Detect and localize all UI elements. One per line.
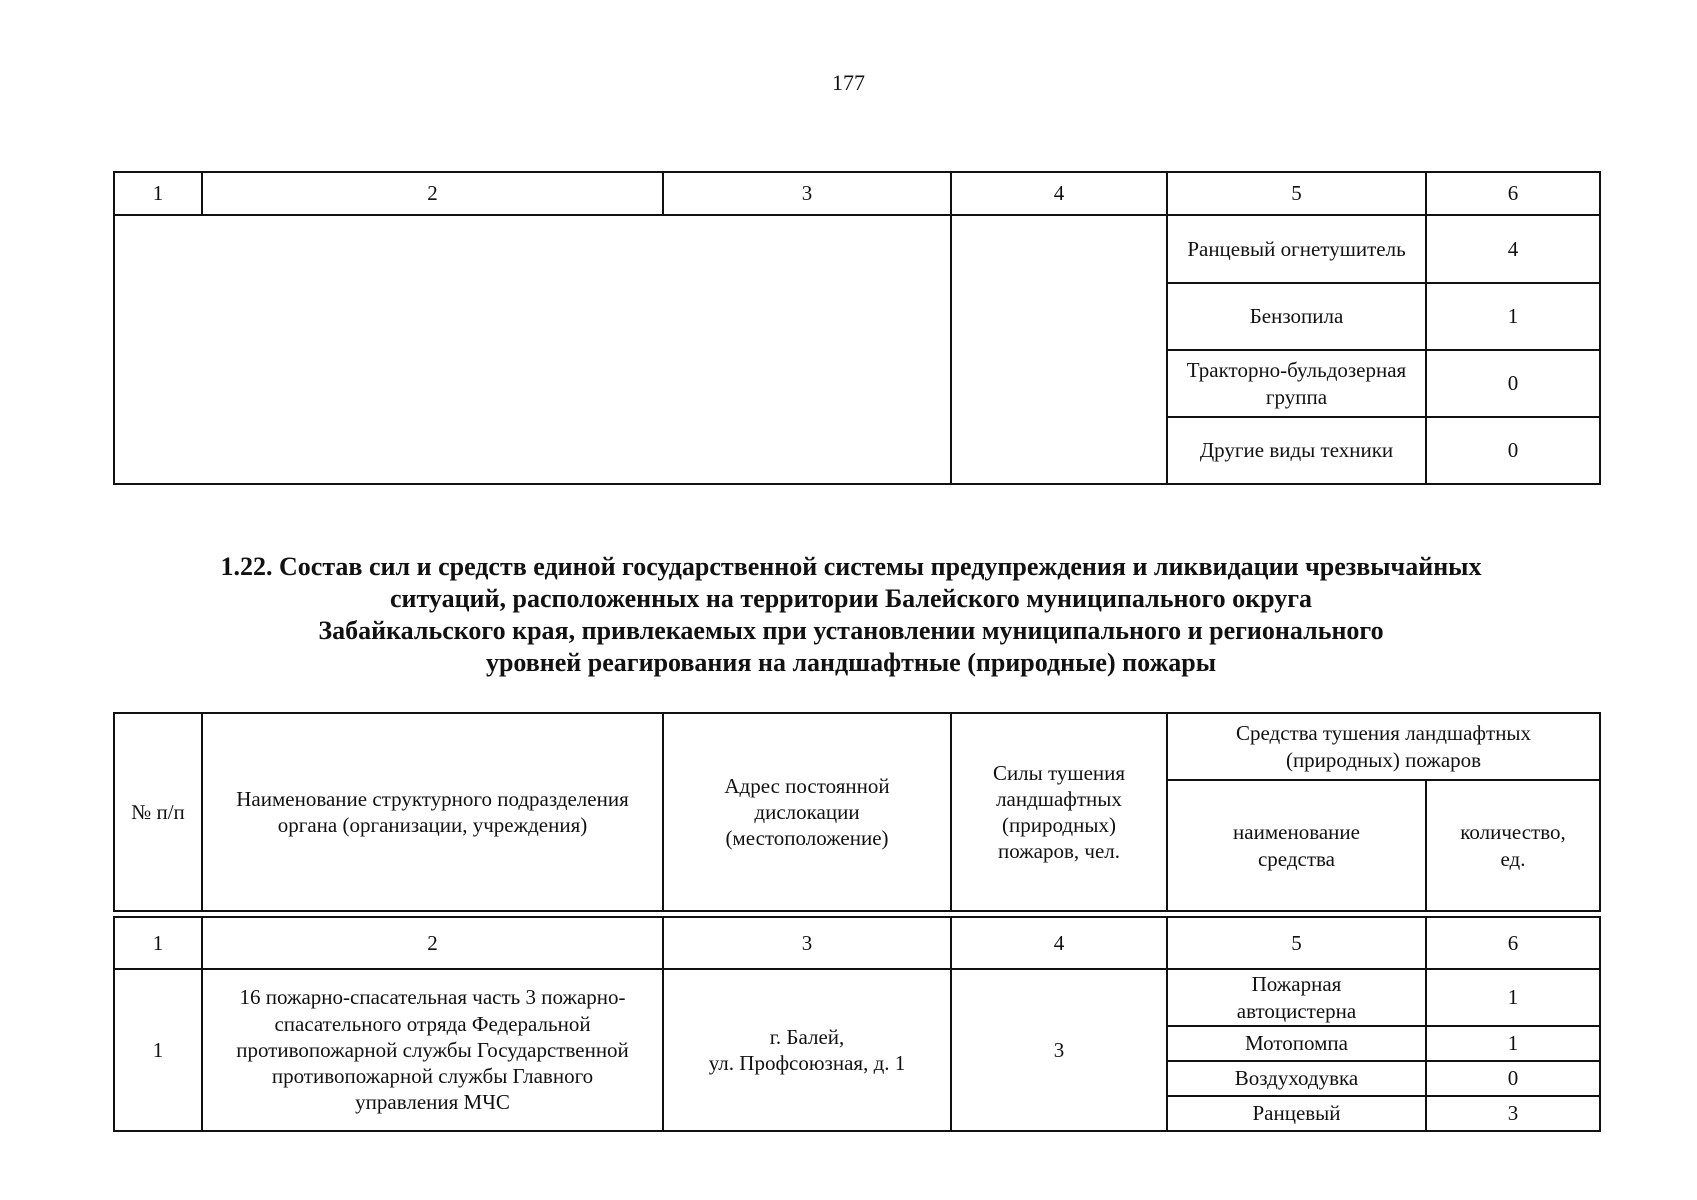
entry-forces: 3: [951, 969, 1167, 1131]
column-number: 6: [1426, 917, 1600, 969]
header-address: Адрес постоянной дислокации (местоположение): [663, 713, 951, 911]
means-quantity-cell: 0: [1426, 417, 1600, 484]
column-number: 3: [663, 917, 951, 969]
means-name-cell: Тракторно-бульдозерная группа: [1167, 350, 1426, 417]
section-title-line: 1.22. Состав сил и средств единой государственной системы предупреждения и ликвидации чрезвычайных: [220, 552, 1482, 581]
column-number-row: [114, 172, 1600, 215]
means-name-cell: Воздуходувка: [1167, 1061, 1426, 1096]
header-means-quantity: количество, ед.: [1426, 780, 1600, 911]
table-row: [114, 969, 1600, 1026]
column-number: 1: [114, 917, 202, 969]
means-quantity-cell: 1: [1426, 969, 1600, 1026]
column-number: 6: [1426, 172, 1600, 215]
section-title-line: ситуаций, расположенных на территории Балейского муниципального округа: [389, 584, 1313, 613]
means-name-cell: Ранцевый огнетушитель: [1167, 215, 1426, 283]
column-number: 2: [202, 917, 663, 969]
entry-number: 1: [114, 969, 202, 1131]
section-title-line: Забайкальского края, привлекаемых при установлении муниципального и регионального: [318, 616, 1384, 645]
means-quantity-cell: 3: [1426, 1096, 1600, 1131]
page-number: 177: [832, 70, 865, 95]
column-number: 3: [663, 172, 951, 215]
main-table-body: [113, 916, 1601, 1132]
column-number: 4: [951, 917, 1167, 969]
section-title-line: уровней реагирования на ландшафтные (природные) пожары: [485, 648, 1217, 677]
column-number: 1: [114, 172, 202, 215]
column-number-row: [114, 917, 1600, 969]
means-name-cell: Мотопомпа: [1167, 1026, 1426, 1061]
column-number: 5: [1167, 917, 1426, 969]
table-row: [114, 215, 1600, 283]
means-quantity-cell: 0: [1426, 1061, 1600, 1096]
means-quantity-cell: 1: [1426, 283, 1600, 350]
entry-address: [663, 969, 951, 1131]
empty-forces-cell: [951, 215, 1167, 484]
column-number: 2: [202, 172, 663, 215]
means-name-cell: Пожарная автоцистерна: [1167, 969, 1426, 1026]
empty-merged-cell: [114, 215, 951, 484]
header-number: № п/п: [114, 713, 202, 911]
column-number: 4: [951, 172, 1167, 215]
header-unit-name: Наименование структурного подразделения органа (организации, учреждения): [202, 713, 663, 911]
means-name-cell: Ранцевый: [1167, 1096, 1426, 1131]
entry-address-line: г. Балей,: [769, 1024, 845, 1049]
continuation-table: [113, 171, 1601, 485]
means-quantity-cell: 0: [1426, 350, 1600, 417]
header-means-name: наименование средства: [1167, 780, 1426, 911]
header-means-group: Средства тушения ландшафтных (природных) пожаров: [1167, 713, 1600, 780]
means-quantity-cell: 4: [1426, 215, 1600, 283]
main-table-header: [113, 712, 1601, 912]
column-number: 5: [1167, 172, 1426, 215]
means-name-cell: Бензопила: [1167, 283, 1426, 350]
entry-unit-name: 16 пожарно-спасательная часть 3 пожарно-спасательного отряда Федеральной противопожарной службы Государственной противопожарной службы Главного управления МЧС: [202, 969, 663, 1131]
means-name-cell: Другие виды техники: [1167, 417, 1426, 484]
section-title: [113, 551, 1589, 679]
entry-address-line: ул. Профсоюзная, д. 1: [708, 1051, 906, 1075]
means-quantity-cell: 1: [1426, 1026, 1600, 1061]
header-forces: Силы тушения ландшафтных (природных) пожаров, чел.: [951, 713, 1167, 911]
